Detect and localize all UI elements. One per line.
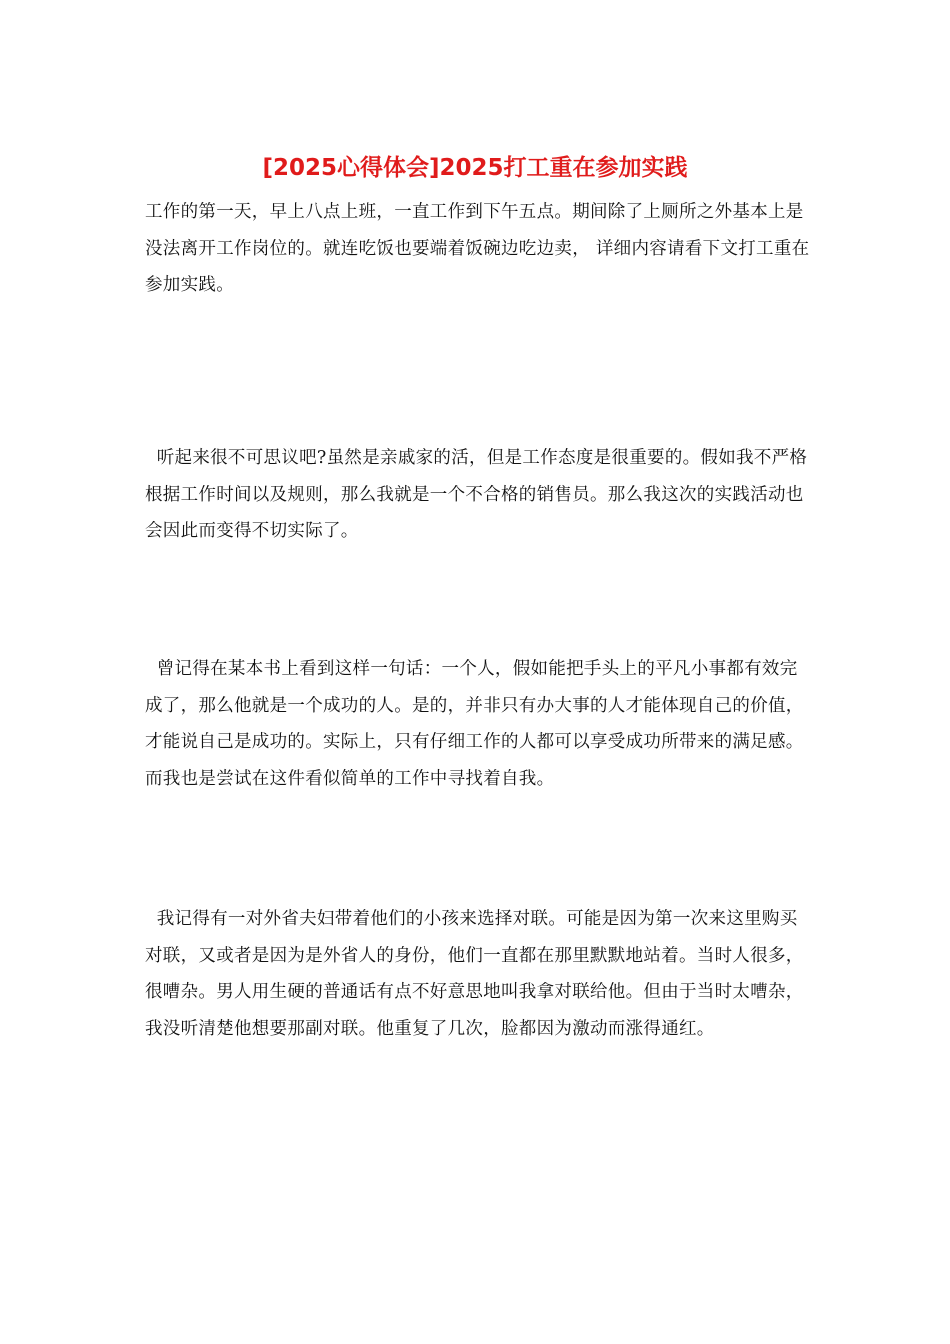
- paragraph-3: 曾记得在某本书上看到这样一句话：一个人，假如能把手头上的平凡小事都有效完成了，那么他就是一个成功的人。是的，并非只有办大事的人才能体现自己的价值，才能说自己是成功的。实际上，只有仔细工作的人都可以享受成功所带来的满足感。而我也是尝试在这件看似简单的工作中寻找着自我。: [145, 659, 804, 789]
- paragraph-1: 工作的第一天，早上八点上班，一直工作到下午五点。期间除了上厕所之外基本上是没法离开工作岗位的。就连吃饭也要端着饭碗边吃边卖， 详细内容请看下文打工重在参加实践。: [145, 202, 810, 295]
- paragraph-2: 听起来很不可思议吧?虽然是亲戚家的活，但是工作态度是很重要的。假如我不严格根据工作时间以及规则，那么我就是一个不合格的销售员。那么我这次的实践活动也会因此而变得不切实际了。: [145, 448, 808, 541]
- document-title: [2025心得体会]2025打工重在参加实践: [262, 155, 688, 181]
- paragraph-4: 我记得有一对外省夫妇带着他们的小孩来选择对联。可能是因为第一次来这里购买对联，又或者是因为是外省人的身份，他们一直都在那里默默地站着。当时人很多，很嘈杂。男人用生硬的普通话有点不好意思地叫我拿对联给他。但由于当时太嘈杂，我没听清楚他想要那副对联。他重复了几次，脸都因为激动而涨得通红。: [145, 909, 804, 1039]
